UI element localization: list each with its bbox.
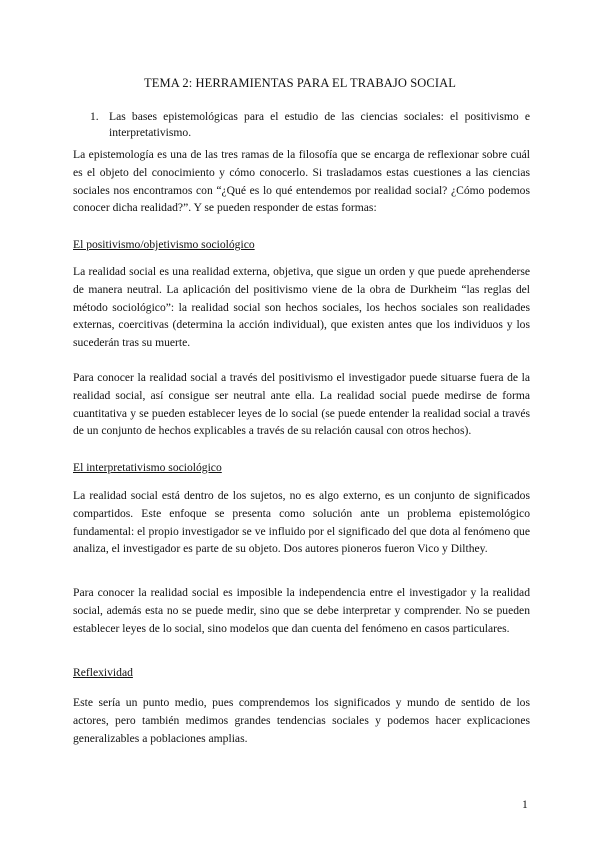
page-title: TEMA 2: HERRAMIENTAS PARA EL TRABAJO SOCIAL: [144, 76, 456, 90]
intro-paragraph: La epistemología es una de las tres ramas de la filosofía que se encarga de reflexionar sobre cuál es el objeto del conocimiento y cómo conocerlo. Si trasladamos estas cuestiones a las ciencias sociales nos encontramos con “¿Qué es lo qué entendemos por realidad social? ¿Cómo podemos conocer dicha realidad?”. Y se pueden responder de estas formas:: [73, 148, 530, 215]
positivismo-paragraph-1: La realidad social es una realidad externa, objetiva, que sigue un orden y que puede aprehenderse de manera neutral. La aplicación del positivismo viene de la obra de Durkheim “las reglas del método sociológico”: la realidad social son hechos sociales, los hechos sociales son realidades externas, coercitivas (determina la acción individual), que existen antes que los individuos y los sucederán tras su muerte.: [73, 265, 530, 350]
positivismo-paragraph-2: Para conocer la realidad social a través del positivismo el investigador puede situarse fuera de la realidad social, así consigue ser neutral ante ella. La realidad social puede medirse de forma cuantitativa y se pueden establecer leyes de lo social (se puede entender la realidad social a través de un conjunto de hechos explicables a través de su relación causal con otros hechos).: [73, 371, 530, 438]
numbered-list-item: [90, 109, 530, 140]
interpretativismo-paragraph-1: La realidad social está dentro de los sujetos, no es algo externo, es un conjunto de significados compartidos. Este enfoque se presenta como solución ante un problema epistemológico fundamental: el propio investigador se ve influido por el significado del que dota al fenómeno que analiza, el investigador es parte de su objeto. Dos autores pioneros fueron Vico y Dilthey.: [73, 489, 530, 556]
interpretativismo-paragraph-2: Para conocer la realidad social es imposible la independencia entre el investigador y la realidad social, además esta no se puede medir, sino que se debe interpretar y comprender. No se pueden establecer leyes de lo social, sino modelos que dan cuenta del fenómeno en casos particulares.: [73, 586, 530, 635]
page-number: 1: [522, 798, 528, 811]
list-item-number: 1.: [90, 110, 99, 123]
reflexividad-paragraph: Este sería un punto medio, pues comprendemos los significados y mundo de sentido de los actores, pero también medimos grandes tendencias sociales y podemos hacer explicaciones generalizables a poblaciones amplias.: [73, 696, 530, 745]
section-heading-interpretativismo: El interpretativismo sociológico: [73, 461, 222, 474]
section-heading-reflexividad: Reflexividad: [73, 666, 133, 679]
section-heading-positivismo: El positivismo/objetivismo sociológico: [73, 238, 255, 251]
list-item-text: Las bases epistemológicas para el estudio de las ciencias sociales: el positivismo e interpretativismo.: [109, 110, 530, 139]
